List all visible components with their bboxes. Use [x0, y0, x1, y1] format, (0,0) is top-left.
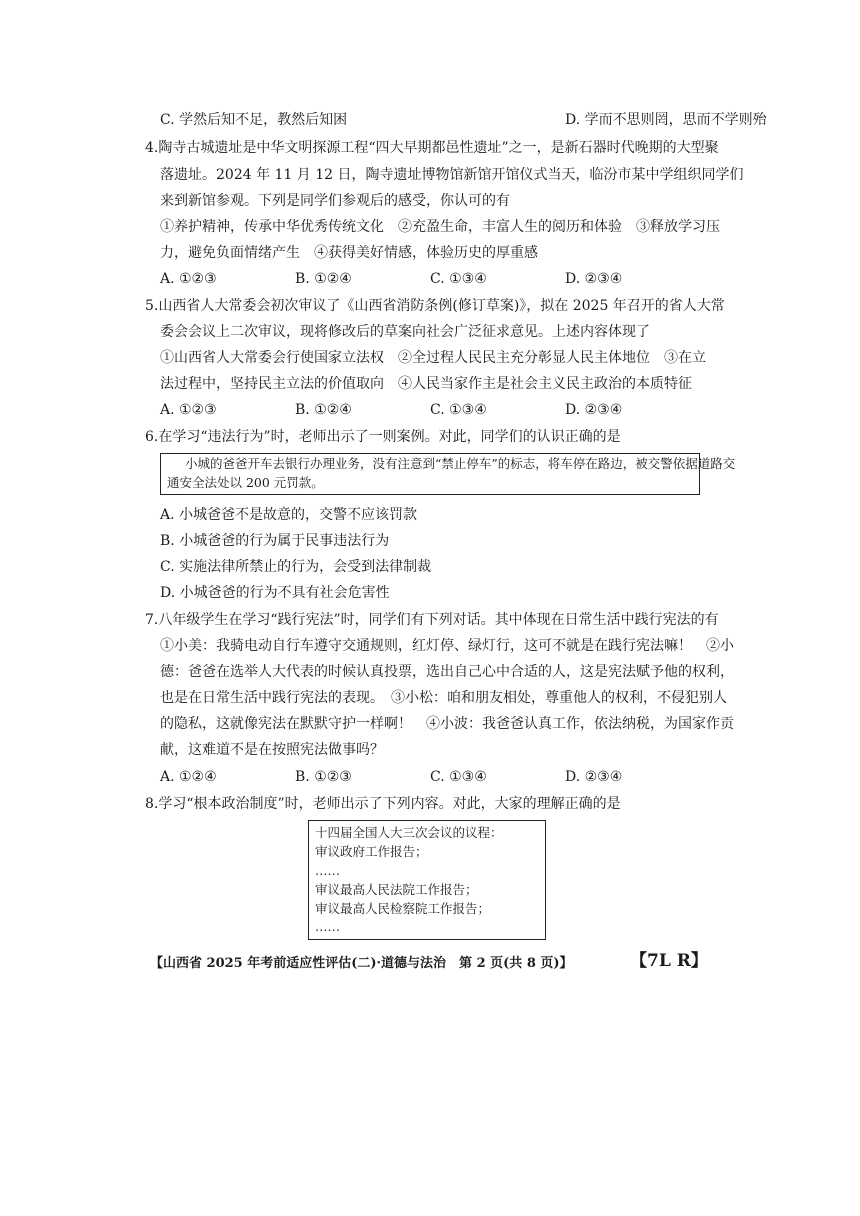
- q8-agenda-box: [308, 820, 546, 940]
- q8-box-line-1: 十四届全国人大三次会议的议程：: [315, 825, 503, 840]
- q4-option-b: B. ①②④: [295, 271, 352, 287]
- q7-option-d: D. ②③④: [565, 769, 623, 785]
- q5-stem-line-2: 委会会议上二次审议，现将修改后的草案向社会广泛征求意见。上述内容体现了: [160, 324, 650, 340]
- q6-option-d: D. 小城爸爸的行为不具有社会危害性: [160, 585, 390, 601]
- q5-option-d: D. ②③④: [565, 402, 623, 418]
- q6-case-box: [160, 453, 736, 495]
- q4-option-d: D. ②③④: [565, 271, 623, 287]
- q8-box-line-5: 审议最高人民检察院工作报告；: [315, 901, 491, 916]
- q6-stem: 6.在学习“违法行为”时，老师出示了一则案例。对此，同学们的认识正确的是: [145, 429, 621, 445]
- q3-option-d: D. 学而不思则罔，思而不学则殆: [565, 112, 767, 128]
- q4-stem-line-3: 来到新馆参观。下列是同学们参观后的感受，你认可的有: [160, 193, 510, 209]
- q7-item-line-2: 德：爸爸在选举人大代表的时候认真投票，选出自己心中合适的人，这是宪法赋予他的权利，: [160, 664, 734, 680]
- q5-stem-line-1: 5.山西省人大常委会初次审议了《山西省消防条例(修订草案)》，拟在 2025 年召开的省人大常: [145, 298, 725, 314]
- q7-option-a: A. ①②④: [160, 769, 217, 785]
- q7-option-b: B. ①②③: [295, 769, 352, 785]
- q7-item-line-4: 的隐私，这就像宪法在默默守护一样啊！ ④小波：我爸爸认真工作，依法纳税，为国家作贡: [160, 716, 734, 732]
- q7-item-line-3: 也是在日常生活中践行宪法的表现。 ③小松：咱和朋友相处，尊重他人的权利，不侵犯别人: [160, 690, 727, 706]
- q6-case-line-2: 通安全法处以 200 元罚款。: [167, 475, 324, 490]
- q4-stem-line-1: 4.陶寺古城遗址是中华文明探源工程“四大早期都邑性遗址”之一，是新石器时代晚期的大型聚: [145, 140, 719, 156]
- q4-item-line-1: ①养护精神，传承中华优秀传统文化 ②充盈生命，丰富人生的阅历和体验 ③释放学习压: [160, 219, 720, 235]
- q6-option-c: C. 实施法律所禁止的行为，会受到法律制裁: [160, 559, 432, 575]
- q5-option-b: B. ①②④: [295, 402, 352, 418]
- q8-box-line-3: ……: [315, 863, 340, 878]
- q6-case-line-1: 小城的爸爸开车去银行办理业务，没有注意到“禁止停车”的标志，将车停在路边，被交警依据道路交: [185, 456, 736, 471]
- q4-option-c: C. ①③④: [430, 271, 487, 287]
- paper-code: 【7L R】: [630, 951, 708, 971]
- q6-option-a: A. 小城爸爸不是故意的，交警不应该罚款: [160, 507, 418, 523]
- q7-item-line-5: 献，这难道不是在按照宪法做事吗？: [160, 742, 384, 758]
- q3-option-c: C. 学然后知不足，教然后知困: [160, 112, 348, 128]
- q5-item-line-2: 法过程中，坚持民主立法的价值取向 ④人民当家作主是社会主义民主政治的本质特征: [160, 376, 692, 392]
- q8-box-line-4: 审议最高人民法院工作报告；: [315, 882, 478, 897]
- q5-item-line-1: ①山西省人大常委会行使国家立法权 ②全过程人民民主充分彰显人民主体地位 ③在立: [160, 350, 706, 366]
- q4-stem-line-2: 落遗址。2024 年 11 月 12 日，陶寺遗址博物馆新馆开馆仪式当天，临汾市某中学组织同学们: [160, 167, 744, 183]
- q6-option-b: B. 小城爸爸的行为属于民事违法行为: [160, 533, 390, 549]
- q4-item-line-2: 力，避免负面情绪产生 ④获得美好情感，体验历史的厚重感: [160, 245, 538, 261]
- q8-stem: 8.学习“根本政治制度”时，老师出示了下列内容。对此，大家的理解正确的是: [145, 796, 621, 812]
- q5-option-c: C. ①③④: [430, 402, 487, 418]
- q8-box-line-6: ……: [315, 919, 340, 934]
- q8-box-line-2: 审议政府工作报告；: [315, 844, 428, 859]
- q7-stem: 7.八年级学生在学习“践行宪法”时，同学们有下列对话。其中体现在日常生活中践行宪法的有: [145, 612, 719, 628]
- page-footer: 【山西省 2025 年考前适应性评估(二)·道德与法治 第 2 页(共 8 页)】: [150, 956, 573, 971]
- q5-option-a: A. ①②③: [160, 402, 217, 418]
- q7-option-c: C. ①③④: [430, 769, 487, 785]
- q7-item-line-1: ①小美：我骑电动自行车遵守交通规则，红灯停、绿灯行，这可不就是在践行宪法嘛！ ②小: [160, 638, 734, 654]
- q4-option-a: A. ①②③: [160, 271, 217, 287]
